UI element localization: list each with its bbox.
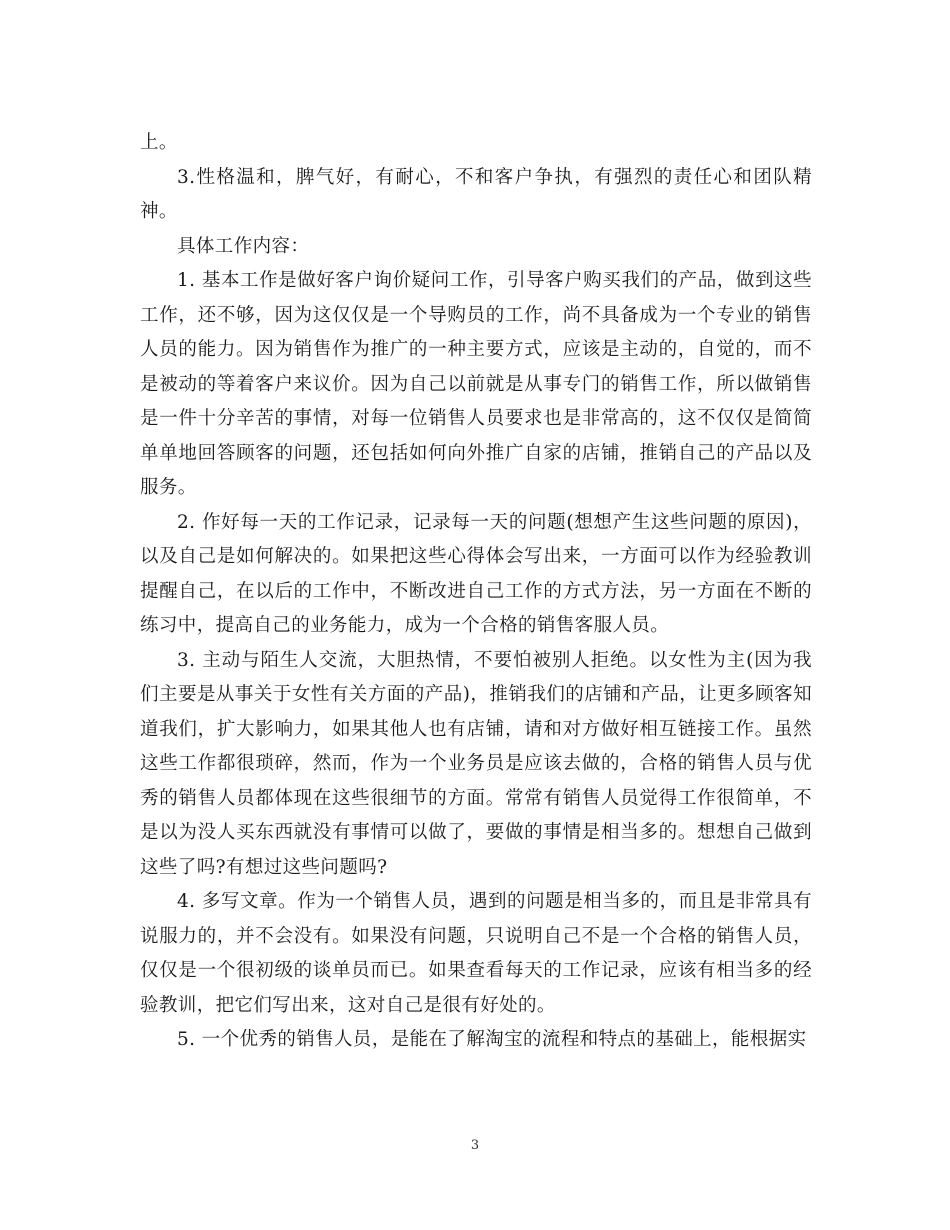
- document-body: [140, 126, 812, 1058]
- paragraph-continuation: 上。: [140, 132, 178, 153]
- paragraph-requirement-3: 3.性格温和，脾气好，有耐心，不和客户争执，有强烈的责任心和团队精神。: [140, 166, 812, 222]
- page-number: 3: [470, 1138, 480, 1153]
- paragraph-item-2: 2. 作好每一天的工作记录，记录每一天的问题(想想产生这些问题的原因)，以及自己是如何解决的。如果把这些心得体会写出来，一方面可以作为经验教训提醒自己，在以后的工作中，不断改进自己工作的方式方法，另一方面在不断的练习中，提高自己的业务能力，成为一个合格的销售客服人员。: [140, 511, 812, 636]
- section-heading-work-content: 具体工作内容：: [177, 235, 310, 257]
- paragraph-item-5: 5. 一个优秀的销售人员，是能在了解淘宝的流程和特点的基础上，能根据实: [177, 1029, 807, 1050]
- paragraph-item-4: 4. 多写文章。作为一个销售人员，遇到的问题是相当多的，而且是非常具有说服力的，并不会没有。如果没有问题，只说明自己不是一个合格的销售人员，仅仅是一个很初级的谈单员而已。如果查看每天的工作记录，应该有相当多的经验教训，把它们写出来，这对自己是很有好处的。: [140, 891, 812, 1016]
- paragraph-item-3: 3. 主动与陌生人交流，大胆热情，不要怕被别人拒绝。以女性为主(因为我们主要是从事关于女性有关方面的产品)，推销我们的店铺和产品，让更多顾客知道我们，扩大影响力，如果其他人也有店铺，请和对方做好相互链接工作。虽然这些工作都很琐碎，然而，作为一个业务员是应该去做的，合格的销售人员与优秀的销售人员都体现在这些很细节的方面。常常有销售人员觉得工作很简单，不是以为没人买东西就没有事情可以做了，要做的事情是相当多的。想想自己做到这些了吗?有想过这些问题吗?: [140, 649, 812, 878]
- paragraph-item-1: 1. 基本工作是做好客户询价疑问工作，引导客户购买我们的产品，做到这些工作，还不够，因为这仅仅是一个导购员的工作，尚不具备成为一个专业的销售人员的能力。因为销售作为推广的一种主要方式，应该是主动的，自觉的，而不是被动的等着客户来议价。因为自己以前就是从事专门的销售工作，所以做销售是一件十分辛苦的事情，对每一位销售人员要求也是非常高的，这不仅仅是简简单单地回答顾客的问题，还包括如何向外推广自家的店铺，推销自己的产品以及服务。: [140, 270, 812, 498]
